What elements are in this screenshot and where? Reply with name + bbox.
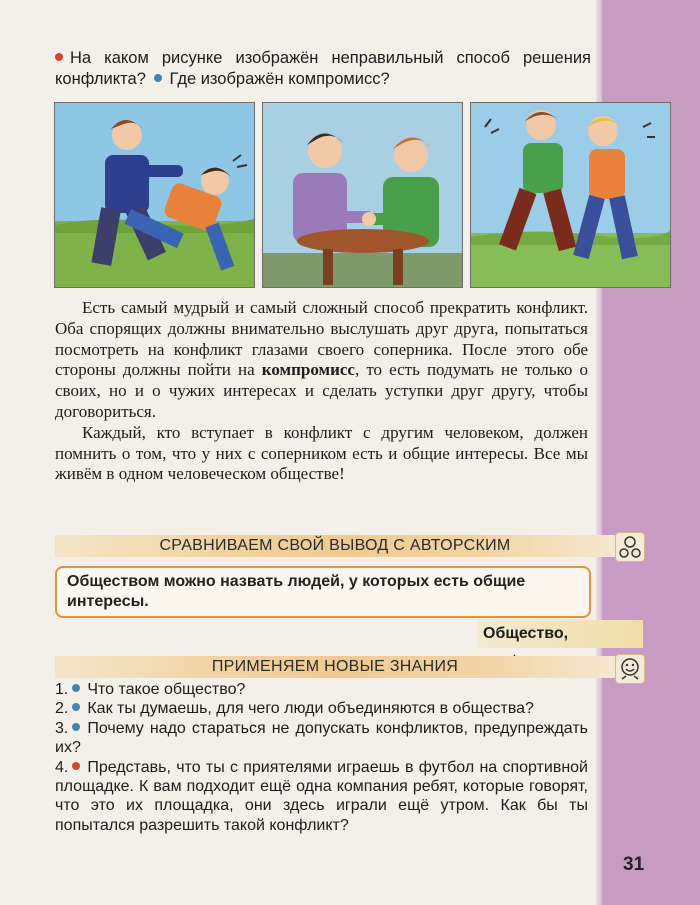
paragraph-compromise-text-b: , то есть подумать не только о своих, но и о чужих интересах и сделать уступки друг другу, чтобы договориться. <box>55 360 588 421</box>
questions-list <box>55 680 588 835</box>
smiling-face-icon <box>615 654 645 684</box>
question-number: 4. <box>55 758 69 776</box>
page-number: 31 <box>623 854 645 875</box>
compare-conclusion-heading: СРАВНИВАЕМ СВОЙ ВЫВОД С АВТОРСКИМ <box>159 537 511 554</box>
fighting-boys-illustration <box>54 102 255 288</box>
apply-knowledge-heading: ПРИМЕНЯЕМ НОВЫЕ ЗНАНИЯ <box>211 658 459 675</box>
keyword-society: Общество, <box>483 625 569 642</box>
top-question-part2: Где изображён компромисс? <box>169 70 390 88</box>
apply-knowledge-banner <box>55 656 615 678</box>
boys-walking-away-illustration <box>470 102 671 288</box>
red-bullet-icon <box>55 53 63 61</box>
question-text: Представь, что ты с приятелями играешь в футбол на спортивной площадке. К вам подходит ещё одна компания ребят, которые говорят, что это их площадка, они здесь играли ещё утром. Как бы ты попытался разрешить такой конфликт? <box>55 758 588 834</box>
paragraph-compromise-text-a: Есть самый мудрый и самый сложный способ прекратить конфликт. Оба спорящих должны внимательно выслушать друг друга, попытаться посмотреть на конфликт глазами своего соперника. После этого обе стороны должны пойти на <box>55 298 588 380</box>
paragraph-compromise <box>55 298 588 423</box>
question-item <box>55 680 588 699</box>
question-number: 3. <box>55 719 69 737</box>
term-compromise: компромисс <box>261 360 355 380</box>
question-number: 1. <box>55 681 69 698</box>
handshake-at-table-illustration <box>262 102 463 288</box>
paragraph-common-interests: Каждый, кто вступает в конфликт с другим человеком, должен помнить о том, что у них с соперником есть и общие интересы. Все мы живём в одном человеческом обществе! <box>55 422 588 484</box>
author-conclusion-box: Обществом можно назвать людей, у которых есть общие интересы. <box>55 566 591 618</box>
question-number: 2. <box>55 700 69 718</box>
blue-bullet-icon <box>72 723 80 731</box>
blue-bullet-icon <box>72 703 80 711</box>
two-faces-icon <box>615 532 645 562</box>
question-item <box>55 699 588 718</box>
blue-bullet-icon <box>154 74 162 82</box>
question-item <box>55 719 588 758</box>
top-question <box>55 48 591 90</box>
main-text <box>55 298 588 485</box>
compare-conclusion-banner <box>55 535 615 557</box>
top-question-part1: На каком рисунке изображён неправильный способ решения конфликта? <box>55 49 591 88</box>
question-text: Что такое общество? <box>87 681 246 698</box>
question-text: Как ты думаешь, для чего люди объединяются в общества? <box>87 700 534 718</box>
question-text: Почему надо стараться не допускать конфликтов, предупреждать их? <box>55 719 588 757</box>
blue-bullet-icon <box>72 684 80 692</box>
keywords-box <box>478 620 643 648</box>
red-bullet-icon <box>72 762 80 770</box>
question-item <box>55 758 588 836</box>
